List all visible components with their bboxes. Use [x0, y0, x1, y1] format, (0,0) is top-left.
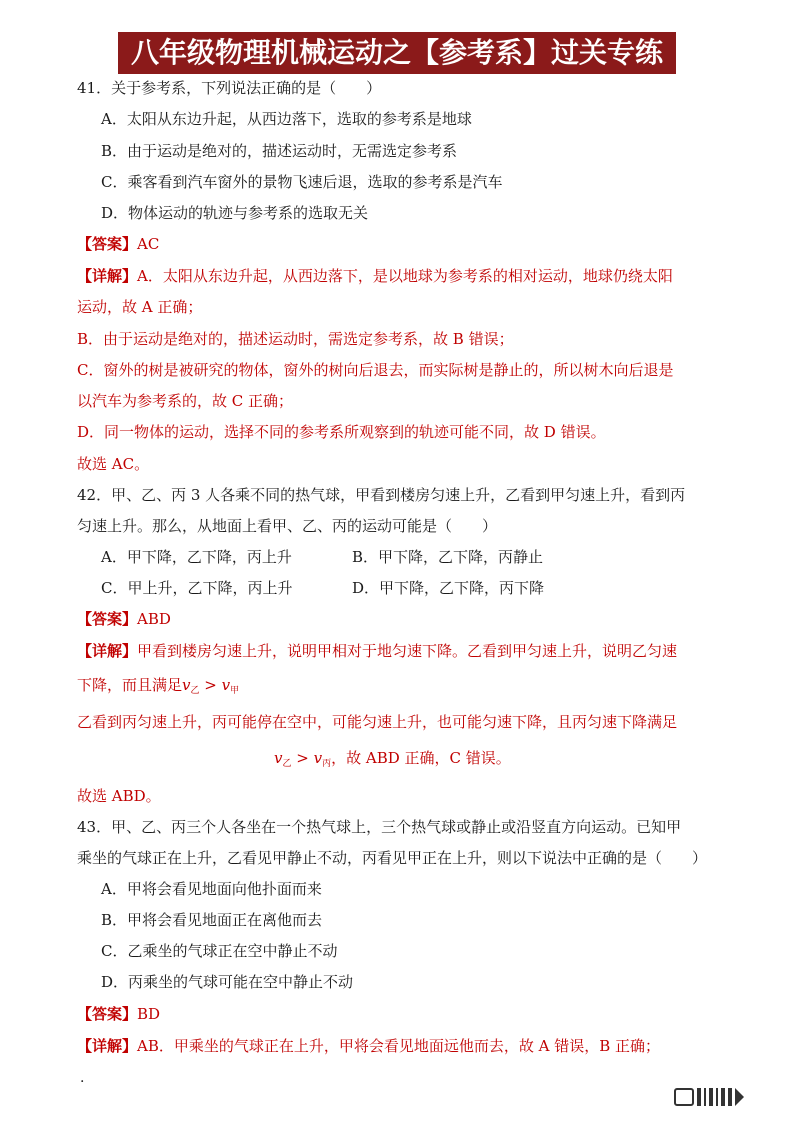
q42-option-d: D．甲下降，乙下降，丙下降: [352, 579, 545, 597]
answer-tag: 【答案】: [77, 235, 138, 253]
watermark-bar-icon: [709, 1088, 713, 1106]
watermark-arrow-icon: [735, 1088, 744, 1106]
page-title: 八年级物理机械运动之【参考系】过关专练: [118, 32, 676, 74]
q41-detail-5: 以汽车为参考系的，故 C 正确；: [77, 392, 294, 410]
velocity-symbol: v: [313, 749, 323, 767]
q42-option-c: C．甲上升，乙下降，丙上升: [101, 579, 293, 597]
velocity-inequality: [182, 676, 239, 694]
detail-text: A．太阳从东边升起，从西边落下，是以地球为参考系的相对运动，地球仍绕太阳: [137, 267, 673, 285]
detail-text: 下降，而且满足: [77, 676, 183, 694]
q41-stem: 41．关于参考系，下列说法正确的是（ ）: [77, 79, 382, 97]
velocity-subscript: 丙: [322, 759, 332, 769]
velocity-subscript: 乙: [282, 759, 292, 769]
watermark-logo-icon: [674, 1086, 776, 1108]
detail-tag: 【详解】: [77, 267, 138, 285]
detail-tag: 【详解】: [77, 1037, 138, 1055]
watermark-bar-icon: [721, 1088, 725, 1106]
q43-stem-2: 乘坐的气球正在上升，乙看见甲静止不动，丙看见甲正在上升，则以下说法中正确的是（ ）: [77, 849, 708, 867]
q43-option-a: A．甲将会看见地面向他扑面而来: [101, 880, 322, 898]
velocity-inequality: [274, 749, 331, 767]
detail-tag: 【详解】: [77, 642, 138, 660]
footer-dot: ·: [80, 1074, 85, 1090]
q42-option-a: A．甲下降，乙下降，丙上升: [101, 548, 292, 566]
q41-option-c: C．乘客看到汽车窗外的景物飞速后退，选取的参考系是汽车: [101, 173, 503, 191]
q42-stem-2: 匀速上升。那么，从地面上看甲、乙、丙的运动可能是（ ）: [77, 517, 498, 535]
q43-option-c: C．乙乘坐的气球正在空中静止不动: [101, 942, 338, 960]
q41-option-a: A．太阳从东边升起，从西边落下，选取的参考系是地球: [101, 110, 472, 128]
q41-answer: [77, 234, 159, 254]
q41-conclusion: 故选 AC。: [77, 455, 150, 473]
detail-text: AB．甲乘坐的气球正在上升，甲将会看见地面远他而去，故 A 错误，B 正确；: [137, 1037, 661, 1055]
watermark-bar-icon: [716, 1088, 718, 1106]
q41-detail-3: B．由于运动是绝对的，描述运动时，需选定参考系，故 B 错误；: [77, 330, 514, 348]
velocity-symbol: v: [182, 676, 191, 694]
q41-detail-2: 运动，故 A 正确；: [77, 298, 203, 316]
q42-detail-2: [77, 675, 239, 698]
q42-option-b: B．甲下降，乙下降，丙静止: [352, 548, 544, 566]
q42-detail-1: [77, 641, 677, 661]
q42-conclusion: 故选 ABD。: [77, 787, 161, 805]
q42-detail-4: [274, 748, 511, 771]
q41-detail-4: C．窗外的树是被研究的物体，窗外的树向后退去，而实际树是静止的，所以树木向后退是: [77, 361, 674, 379]
answer-tag: 【答案】: [77, 1005, 138, 1023]
q41-option-d: D．物体运动的轨迹与参考系的选取无关: [101, 204, 369, 222]
velocity-symbol: v: [274, 749, 283, 767]
q43-option-b: B．甲将会看见地面正在离他而去: [101, 911, 323, 929]
velocity-subscript: 乙: [190, 686, 200, 696]
answer-value: AC: [137, 235, 160, 253]
watermark-box-icon: [674, 1088, 694, 1106]
q41-option-b: B．由于运动是绝对的，描述运动时，无需选定参考系: [101, 142, 458, 160]
q43-option-d: D．丙乘坐的气球可能在空中静止不动: [101, 973, 354, 991]
q42-stem-1: 42．甲、乙、丙 3 人各乘不同的热气球，甲看到楼房匀速上升，乙看到甲匀速上升，看到丙: [77, 486, 686, 504]
q43-stem-1: 43．甲、乙、丙三个人各坐在一个热气球上，三个热气球或静止或沿竖直方向运动。已知甲: [77, 818, 682, 836]
greater-than: >: [291, 749, 314, 767]
answer-value: BD: [137, 1005, 161, 1023]
watermark-bar-icon: [697, 1088, 701, 1106]
q42-answer: [77, 609, 171, 629]
watermark-bar-icon: [704, 1088, 706, 1106]
q42-detail-3: 乙看到丙匀速上升，丙可能停在空中，可能匀速上升，也可能匀速下降，且丙匀速下降满足: [77, 713, 678, 731]
q41-detail-1: [77, 266, 673, 286]
greater-than: >: [199, 676, 222, 694]
q43-answer: [77, 1004, 160, 1024]
velocity-subscript: 甲: [230, 686, 240, 696]
detail-text: ，故 ABD 正确，C 错误。: [331, 749, 511, 767]
velocity-symbol: v: [221, 676, 231, 694]
q41-detail-6: D．同一物体的运动，选择不同的参考系所观察到的轨迹可能不同，故 D 错误。: [77, 423, 606, 441]
answer-tag: 【答案】: [77, 610, 138, 628]
detail-text: 甲看到楼房匀速上升，说明甲相对于地匀速下降。乙看到甲匀速上升，说明乙匀速: [137, 642, 678, 660]
answer-value: ABD: [137, 610, 171, 628]
watermark-bar-icon: [728, 1088, 732, 1106]
q43-detail-1: [77, 1036, 660, 1056]
